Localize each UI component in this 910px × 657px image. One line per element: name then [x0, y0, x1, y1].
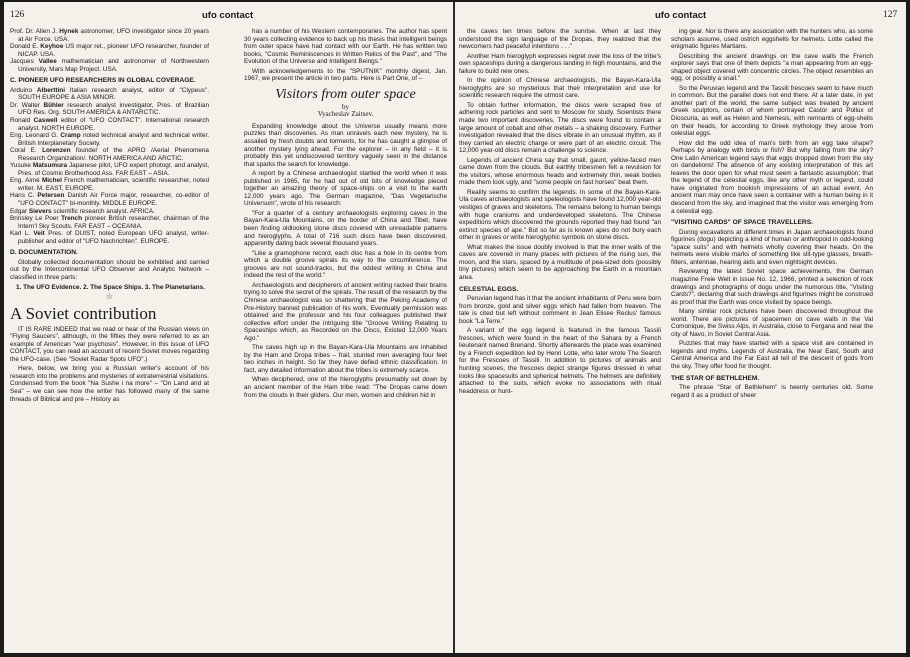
right-page — [455, 2, 906, 653]
researcher-entry: Jacques Vallee mathematician and astronomer of Northwestern University, Mars Map Project. USA. — [10, 58, 209, 73]
section-d-heading: D. DOCUMENTATION. — [10, 249, 78, 257]
paragraph: To obtain further information, the discs were scraped free of adhering rock particles and sent to Moscow for study. Scientists there made two important discoveries. The discs were found to contain a large amount of cobalt and other metals – a shaking discovery. Further investigation revealed that the discs vibrate in an unusual rhythm, as if they carried an electric charge or were part of an electric circuit. The 12,000 year-old discs remain a challenge to science. — [459, 101, 661, 155]
visiting-cards-text — [671, 229, 873, 371]
celestial-eggs-text — [459, 295, 661, 395]
researcher-entry: Coral E. Lorenzen founder of the APRO /Aerial Phenomena Research Organization/. NORTH AMERICA AND ARCTIC. — [10, 147, 209, 162]
paragraph: Expanding knowledge about the Universe usually means more puzzles than discoveries. As man unravels each new mystery, he is assailed by fresh doubts and torments, for he has caught a glimpse of another mystery lying ahead. For the explorer – in any field – it is probably this yet undiscovered territory vaguely seen in the distance that sparks the search for knowledge. — [244, 122, 447, 168]
documentation-paragraph: Globally collected documentation should be exhibited and carried out by the Intercontinental UFO Observer and Analytic Network – classified in three parts: — [10, 258, 209, 281]
magazine-spread — [4, 2, 906, 653]
documentation-parts: 1. The UFO Evidence. 2. The Space Ships. 3. The Planetarians. — [16, 283, 205, 291]
paragraph: What makes the issue doubly involved is that the inner walls of the caves are covered in many places with pictures of the rising sun, the moon, and the stars, spaced by a multitude of pea-sized dots (possibly tiny pictures) which seem to be approaching the Earth in a mountain area. — [459, 243, 661, 281]
article-title: Visitors from outer space — [275, 86, 416, 102]
article-body-part2 — [459, 28, 661, 282]
paragraph: Many similar rock pictures have been discovered throughout the world. There are pictures of spacemen on cave walls in the Val Comonique, the Swiss Alps, in Australia, close to Fergana and near the city of Navo, in Soviet Central Asia. — [671, 308, 873, 338]
soviet-contribution-title: A Soviet contribution — [10, 303, 157, 323]
left-column-2 — [244, 28, 447, 401]
paragraph: has a number of his Western contemporaries. The author has spent 30 years collecting evidence to back up his thesis that intelligent beings from outer space have had contact with our Earth. He has written two books, "Cosmic Reminiscences in Written Relics of the Past", and "The Evolution of the Universe and Intelligent Beings." — [244, 28, 447, 66]
paragraph: Archaeologists and decipherers of ancient writing racked their brains trying to solve the secret of the spirals. The result of the research by the Chinese archaeologist was so shattering that the Peking Academy of Pre-History banned publication of his work. Eventually permission was obtained and the professor and his four colleagues published their collective effort under the intriguing title "Groove Writing Relating to Spaceships which, as Recorded on the Discs, Existed 12,000 Years Ago." — [244, 281, 447, 342]
paragraph: In the opinion of Chinese archaeologists, the Bayan-Kara-Ula hieroglyphs are so mysterious that their interpretation and use for scientific research require the utmost care. — [459, 77, 661, 100]
section-c-heading: C. PIONEER UFO RESEARCHERS IN GLOBAL COVERAGE. — [10, 77, 196, 85]
researcher-entry: Eng. Leonard G. Cramp noted technical analyst and technical writer. British Interplanetary Society. — [10, 132, 209, 147]
paragraph: ing gear. Nor is there any association with the hunters who, as some scholars assume, used ostrich eggshells for helmets. Lotte called the enigmatic figures Martians. — [671, 28, 873, 51]
star-of-bethlehem-paragraph: The phrase "Star of Bethlehem" is twenty centuries old. Some regard it as a product of sheer — [671, 384, 873, 399]
celestial-eggs-heading: CELESTIAL EGGS. — [459, 285, 519, 293]
star-ornament: ☆ — [105, 292, 114, 302]
paragraph: Legends of ancient China say that small, gaunt, yellow-faced men came down from the clouds. But earthly tribesmen felt a revulsion for the visitors, whose enormous heads and extremely thin, weak bodies made them look ugly, and "some people on fast horses" beat them. — [459, 156, 661, 187]
researcher-entry: Brinsley Le Poer Trench pioneer British researcher, chairman of the Intern'l Sky Scouts. FAR EAST – OCEANIA. — [10, 215, 209, 230]
article-author: Vyacheslav Zaitsev. — [317, 110, 374, 119]
right-column-2 — [671, 28, 873, 401]
paragraph: the caves ten times before the sunrise. When at last they understood the sign language of the Dropas, they realized that the newcomers had peaceful intentions . . ." — [459, 28, 661, 51]
paragraph: IT IS RARE INDEED that we read or hear of the Russian views on "Flying Saucers", although, in the fifties they were referred to as an example of American "war psychosis". However, in this issue of UFO CONTACT, you can read an account of recent Soviet moves regarding the UFO-case. (See "Soviet Radar Spots UFO".) — [10, 325, 209, 363]
paragraph: So the Peruvian legend and the Tassili frescoes seem to have much in common. But the parallel does not end there. At a later date, in yet another part of the world, the same subject was treated by ancient Greek sculptors, certain of whom portrayed Castor and Pollux of Dioscuria, as well as Helen and Nemesis, with remnants of egg-shells on their heads, for according to Greek mythology they arose from celestial eggs. — [671, 84, 873, 138]
left-page — [4, 2, 454, 653]
paragraph: Puzzles that may have started with a space visit are contained in legends and myths. Legends of Australia, the Near East, South and Central America and the Far East all tell of the descent of gods from the sky. They offer food for thought. — [671, 340, 873, 370]
page-number-left: 126 — [10, 10, 25, 20]
paragraph: How did the odd idea of man's birth from an egg take shape? Perhaps by analogy with birds or fish? But why falling from the sky? One Latin American legend says that eggs dropped down from the sky on dandelions! The absence of any existing interpretation of this art leaves the door open for what must seem a fantastic assumption: that the legend of the celestial eggs, like any other myth or legend, could have originated from bookish impressions of an actual event. An ancient man may once have seen a container with a human being in it descend from the sky, and imagined that the visitor was emerging from a celestial egg. — [671, 139, 873, 215]
paragraph: During excavations at different times in Japan archaeologists found figurines (dogu) depicting a kind of human or anthropoid in odd-looking "space suits" and with helmets wholly covering their heads. On the helmets were visible marks of something like slit-type glasses, breath-filters, antennae, hearing aids and even nightsight devices. — [671, 228, 873, 266]
paragraph: Here, below, we bring you a Russian writer's account of his research into the problems and mysteries of extraterrestrial visitations. Condensed from the book "Na Sushe i na more" – "On Land and at Sea" – we can see how the writer has followed many of the same threads of Biblical and pre – History as — [10, 365, 209, 403]
paragraph: The caves high up in the Bayan-Kara-Ula Mountains are inhabited by the Ham and Dropa tribes – frail, stunted men averaging four feet two inches in height. So far they have defied ethnic classification. In fact, any detailed information about the tribes is extremely scarce. — [244, 344, 447, 374]
page-number-right: 127 — [883, 10, 898, 20]
researcher-entry: Donald E. Keyhoe US major ret., pioneer UFO researcher, founder of NICAP. USA. — [10, 43, 210, 58]
researcher-entry: Ronald Caswell editor of "UFO CONTACT". International research analyst. NORTH EUROPE. — [10, 117, 209, 132]
paragraph: Reviewing the latest Soviet space achievements, the German magazine Freie Welt in issue No. 12, 1966, printed a selection of rock drawings and photographs of dogu under the humorous title, "Visiting Cards?", declaring that such drawings and figurines might be construed as proof that the Earth was once visited by space beings. — [671, 268, 873, 306]
researcher-entry: Edgar Sievers scientific research analyst. AFRICA. — [10, 207, 155, 215]
visiting-cards-heading: "VISITING CARDS" OF SPACE TRAVELLERS. — [671, 219, 813, 227]
researcher-entry: Prof. Dr. Allen J. Hynek astronomer, UFO investigator since 20 years at Air Force. USA. — [10, 28, 209, 43]
researcher-list-top — [10, 28, 209, 73]
star-of-bethlehem-heading: THE STAR OF BETHLEHEM. — [671, 374, 760, 382]
researcher-entry: Yusuke Matsumura Japanese pilot, UFO expert photogr. and analyst, Pres. of Cosmic Brotherhood Ass. FAR EAST – ASIA. — [10, 162, 209, 177]
paragraph: A report by a Chinese archaeologist startled the world when it was published in 1965, for he had out of old bits of knowledge pieced together an amazing theory of space-ships on a visit to the earth 12,000 years ago. The German magazine, "Das Vegetarische Universum", wrote of his research: — [244, 170, 447, 208]
article-by: by — [342, 102, 349, 111]
paragraph: "Like a gramophone record, each disc has a hole in its centre from which a double groove spirals its way to the circumference. The grooves are not sound-tracks, but the oddest writing in China and indeed the rest of the world." — [244, 249, 447, 280]
paragraph: "For a quarter of a century archaeologists exploring caves in the Bayan-Kara-Ula Mountains, on the border of China and Tibet, have been finding oldlooking stone discs covered with unreadable patterns and hieroglyphs. A total of 716 such discs have been discovered, apparently dating back several thousand years. — [244, 209, 447, 248]
right-column-1 — [459, 28, 661, 397]
paragraph: Peruvian legend has it that the ancient inhabitants of Peru were born from bronze, gold and silver eggs which had fallen from heaven. The tale is cited but left without comment in Jean Elisee Reclus' famous book "La Terre." — [459, 295, 661, 325]
paragraph: With acknowledgements to the "SPUTNIK" monthly digest, Jan. 1967, we present the article in two parts. Here is Part One, of – — [244, 67, 447, 83]
article-body-part1 — [244, 123, 447, 399]
paragraph: A variant of the egg legend is featured in the famous Tassili frescoes, which were found in the heart of the Sahara by a French lieutenant named Brenand. Shortly afterwards the place was examined by a French expedition led by Henri Lotte, who later wrote The Search for the Frescoes of Tassili. In addition to pictures of animals and hunting scenes, the frescoes depict strange figures dressed in what looks like spacesuits and spherical helmets. The helmets are definitely attached to the suits, which evoke no associations with ritual headdress or hunt- — [459, 327, 661, 395]
running-head-right: ufo contact — [655, 10, 707, 21]
researcher-list-c — [10, 87, 209, 245]
article-body-part3 — [671, 28, 873, 215]
running-head-left: ufo contact — [202, 10, 254, 21]
researcher-entry: Arduino Alberttini Italian research analyst, editor of "Clypeus". SOUTH EUROPE & ASIA MINOR. — [10, 86, 209, 102]
researcher-entry: Eng. Aimé Michel French mathematician, scientific researcher, noted writer. M. EAST, EUROPE. — [10, 177, 209, 192]
researcher-entry: Karl L. Veit Pres. of DUIST, noted European UFO analyst, writer-publisher and editor of "UFO Nachrichten". EUROPE. — [10, 230, 209, 245]
intro-continuation — [244, 28, 447, 83]
researcher-entry: Dr. Walter Bühler research analyst investigator, Pres. of Brazilian UFO Res. Org. SOUTH AMERICA & ANTARCTIC. — [10, 101, 209, 117]
paragraph: When deciphered, one of the hieroglyphs presumably set down by an ancient member of the Ham tribe read: "The Dropas came down from the clouds in their gliders. Our men, women and children hid in — [244, 376, 447, 399]
paragraph: Another Ham hieroglyph expresses regret over the loss of the tribe's own spaceships during a dangerous landing in high mountains, and the failure to build new ones. — [459, 52, 661, 75]
researcher-entry: Hans C. Petersen Danish Air Force major, researcher, co-editor of "UFO CONTACT" bi-monthly. MIDDLE EUROPE. — [10, 192, 209, 208]
paragraph: Describing the ancient drawings on the cave walls the French explorer says that one of them depicts "a man appearing from an egg-shaped object covered with concentric circles. The object resembles an egg, or possibly a snail." — [671, 52, 873, 83]
paragraph: Reality seems to confirm the legends. In some of the Bayan-Kara-Ula caves archaeologists and speleologists have found 12,000 year-old vestiges of graves and skeletons. The remains belong to human beings with huge craniums and underdeveloped skeletons. The Chinese expeditions which discovered the grounds reported they had found "an extinct species of ape." But so far as is known apes do not bury each other in graves or write hieroglyphic symbols on stone discs. — [459, 188, 661, 242]
left-column-1 — [10, 28, 209, 405]
soviet-intro-text — [10, 326, 209, 403]
